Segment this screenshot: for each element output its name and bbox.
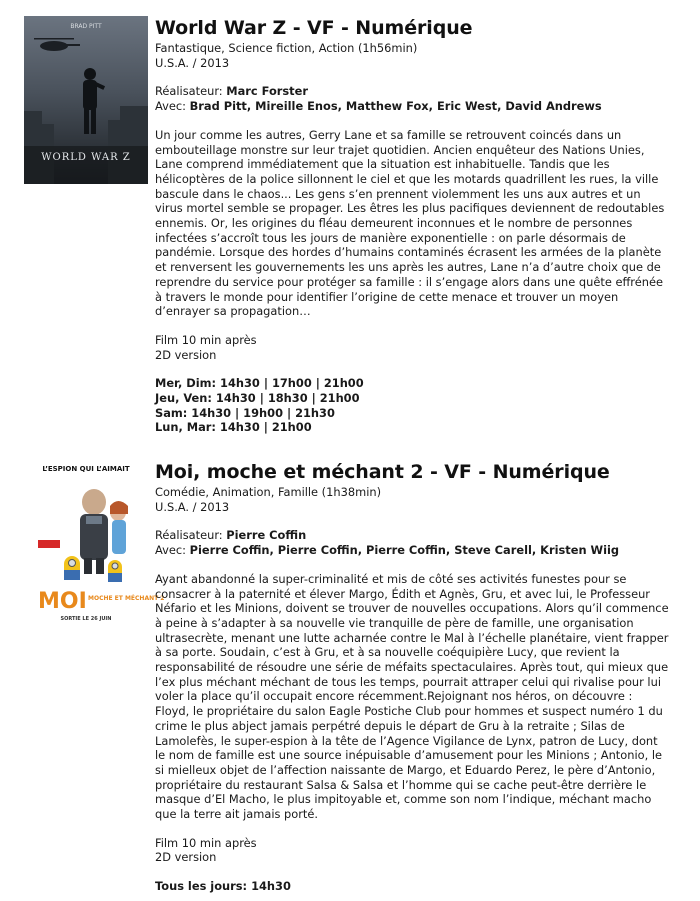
film-cast (155, 543, 685, 558)
synopsis-line: pandémie. Lorsque des hordes d’humains contaminés écrasent les armées de la planète (155, 245, 662, 260)
synopsis-line: Floyd, le propriétaire du salon Eagle Postiche Club pour hommes et suspect numéro 1 du (155, 704, 663, 719)
synopsis-line: à travers le monde pour identifier l’origine de cette menace et trouver un moyen (155, 289, 619, 304)
film-title[interactable]: Moi, moche et méchant 2 - VF - Numérique (155, 461, 610, 483)
showtime-row: Lun, Mar: 14h30 | 21h00 (155, 420, 312, 435)
synopsis-line: si mielleux objet de l’affection naissante de Margo, et Eduardo Perez, le père d’Antonio, (155, 762, 656, 777)
synopsis-line: ultrasecrète, menant une lutte acharnée contre le Mal à l’échelle planétaire, vient frapper (155, 630, 669, 645)
synopsis-line: à sa porte. Soudain, c’est à Gru, et à sa nouvelle coéquipière Lucy, que revient la (155, 645, 620, 660)
film-cast (155, 99, 685, 114)
synopsis-line: bascule dans le chaos... Les gens s’en prennent violemment les uns aux autres et un (155, 186, 641, 201)
synopsis-line: responsabilité de résoudre une série de méfaits spectaculaires. Après tout, qui mieux que (155, 660, 669, 675)
film-note: Film 10 min après (155, 332, 257, 347)
synopsis-line: masque d’El Macho, le plus impitoyable et, comme son nom l’indique, méchant macho (155, 792, 652, 807)
synopsis-line: Néfario et les Minions, doivent se trouver de nouvelles occupations. Alors qu’il commence (155, 601, 669, 616)
film-director (155, 84, 685, 99)
poster-top-text: L’ESPION QUI L’AIMAIT (42, 465, 130, 473)
showtime-row: Jeu, Ven: 14h30 | 18h30 | 21h00 (155, 391, 360, 406)
film-genres: Comédie, Animation, Famille (1h38min) (155, 485, 382, 499)
director-name: Pierre Coffin (226, 528, 307, 543)
synopsis-line: voler la place qu’il occupait encore récemment.Rejoignant nos héros, on découvre : (155, 689, 633, 704)
poster-title-text: MOI (38, 589, 87, 614)
showtimes (155, 879, 685, 894)
movie-poster-image[interactable] (24, 16, 148, 184)
synopsis-line: hélicoptères de la police sillonnent le ciel et que les motards quadrillent les rues, la ville (155, 171, 659, 186)
film-synopsis (155, 128, 685, 319)
film-origin: U.S.A. / 2013 (155, 55, 230, 70)
synopsis-line: consacrer à la paternité et élever Margo, Édith et Agnès, Gru, et avec lui, le Professeur (155, 586, 650, 601)
movie-poster-image[interactable] (24, 460, 165, 628)
synopsis-line: infectées s’accroît tous les jours de manière exponentielle : on parle désormais de (155, 230, 626, 245)
synopsis-line: l’ex plus méchant méchant de tous les temps, pourrait attraper celui qui rivalise pour lui (155, 674, 661, 689)
showtimes (155, 376, 685, 435)
synopsis-line: que la terre ait jamais porté. (155, 807, 319, 822)
synopsis-line: Un jour comme les autres, Gerry Lane et sa famille se retrouvent coincés dans un (155, 127, 622, 142)
cast-names: Pierre Coffin, Pierre Coffin, Pierre Coffin, Steve Carell, Kristen Wiig (189, 543, 620, 558)
film-details (155, 460, 685, 894)
film-synopsis (155, 572, 685, 822)
poster-title-text: WORLD WAR Z (41, 152, 131, 163)
poster-top-text: BRAD PITT (70, 23, 102, 30)
showtime-row: Mer, Dim: 14h30 | 17h00 | 21h00 (155, 376, 364, 391)
director-label: Réalisateur: (155, 528, 223, 543)
synopsis-line: Ayant abandonné la super-criminalité et mis de côté ses activités funestes pour se (155, 571, 627, 586)
cast-label: Avec: (155, 543, 186, 558)
cast-label: Avec: (155, 99, 186, 114)
synopsis-line: Lane comprend immédiatement que la situation est inhabituelle. Tandis que les (155, 157, 610, 172)
film-origin: U.S.A. / 2013 (155, 499, 230, 514)
poster-date-text: SORTIE LE 26 JUIN (60, 616, 112, 622)
film-version: 2D version (155, 347, 217, 362)
showtime-row: Tous les jours: 14h30 (155, 879, 291, 894)
synopsis-line: à peine à s’adapter à sa nouvelle vie tranquille de père de famille, une organisation (155, 615, 634, 630)
synopsis-line: embouteillage monstre sur leur trajet quotidien. Ancien enquêteur des Nations Unies, (155, 142, 645, 157)
synopsis-line: crime le plus abject jamais perpétré depuis le départ de Gru à la retraite ; Silas de (155, 718, 625, 733)
synopsis-line: virus mortel semble se propager. Les êtres les plus pacifiques deviennent de redoutables (155, 201, 665, 216)
film-director (155, 528, 685, 543)
poster-artwork (24, 16, 148, 184)
film-note: Film 10 min après (155, 835, 257, 850)
synopsis-line: ennemis. Or, les origines du fléau demeurent inconnues et le nombre de personnes (155, 216, 633, 231)
synopsis-line: propriétaire du restaurant Salsa & Salsa et l’homme qui se cache peut-être derrière le (155, 777, 647, 792)
director-label: Réalisateur: (155, 84, 223, 99)
synopsis-line: d’enrayer sa propagation… (155, 304, 311, 319)
poster-artwork (24, 460, 165, 628)
showtime-row: Sam: 14h30 | 19h00 | 21h30 (155, 405, 335, 420)
film-details (155, 16, 685, 435)
poster-subtitle-text: MOCHE ET MÉCHANT 2 (88, 595, 165, 602)
film-version: 2D version (155, 850, 217, 865)
synopsis-line: le nom de famille est une source inépuisable d’amusement pour les Minions ; Antonio, le (155, 748, 662, 763)
director-name: Marc Forster (226, 84, 308, 99)
synopsis-line: reprendre du service pour protéger sa famille : il s’engage alors dans une quête effrénée (155, 274, 663, 289)
synopsis-line: et renversent les gouvernements les uns après les autres, Lane n’a d’autre choix que de (155, 260, 661, 275)
film-genres: Fantastique, Science fiction, Action (1h56min) (155, 41, 418, 55)
synopsis-line: Lamolefès, le super-espion à la tête de l’Agence Vigilance de Lynx, patron de Lucy, dont (155, 733, 658, 748)
film-title[interactable]: World War Z - VF - Numérique (155, 17, 473, 39)
cast-names: Brad Pitt, Mireille Enos, Matthew Fox, Eric West, David Andrews (189, 99, 602, 114)
